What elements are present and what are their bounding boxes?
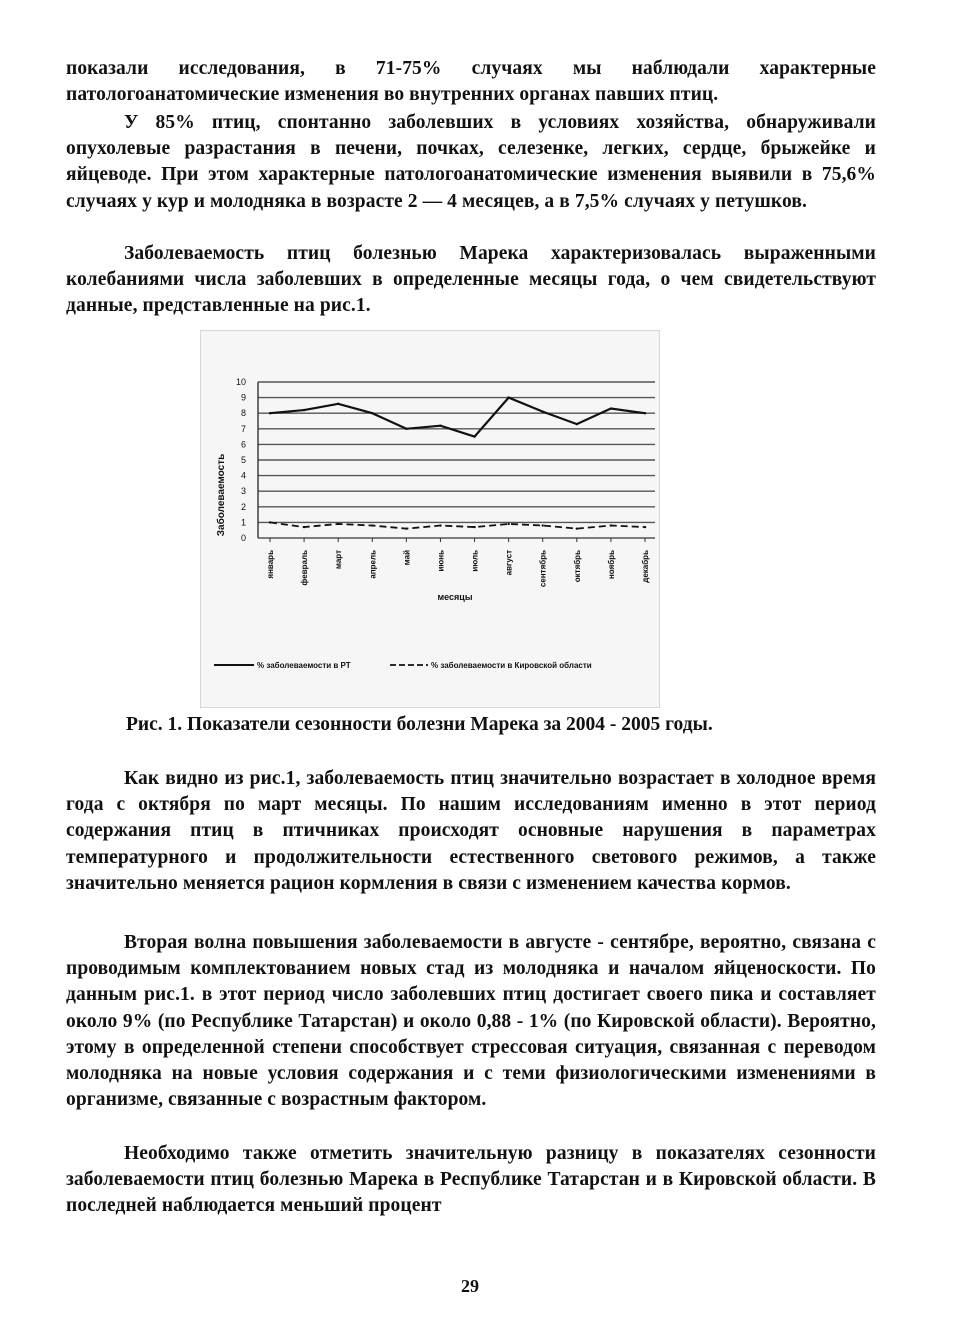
data-point	[507, 396, 509, 398]
data-point	[542, 524, 544, 526]
paragraph-5: Вторая волна повышения заболеваемости в августе - сентябре, вероятно, связана с проводимым комплектованием новых стад из молодняка и началом яйценоскости. По данным рис.1. в этот период число заболевших птиц достигает своего пика и составляет около 9% (по Республике Татарстан) и около 0,88 - 1% (по Кировской области). Вероятно, этому в определенной степени способствует стрессовая ситуация, связанная с переводом молодняка на новые условия содержания и с теми физиологическими изменениями в организме, связанные с возрастным фактором.	[66, 932, 876, 1111]
data-point	[337, 403, 339, 405]
legend-label-kirov: % заболеваемости в Кировской области	[431, 661, 592, 670]
y-tick-label: 1	[240, 517, 246, 528]
x-axis-label: месяцы	[437, 592, 473, 602]
y-tick-label: 0	[240, 533, 246, 543]
y-axis-label: Заболеваемость	[216, 453, 227, 537]
x-tick-label: июль	[470, 550, 480, 572]
x-tick-label: апрель	[368, 550, 378, 579]
data-point	[576, 423, 578, 425]
x-tick-label: ноябрь	[606, 550, 616, 580]
y-tick-label: 6	[240, 439, 246, 450]
x-tick-label: май	[402, 550, 412, 566]
paragraph-2: У 85% птиц, спонтанно заболевших в условиях хозяйства, обнаруживали опухолевые разрастания в печени, почках, селезенке, легких, сердце, брыжейке и яйцеводе. При этом характерные патологоанатомические изменения выявили в 75,6% случаях у кур и молодняка в возрасте 2 — 4 месяцев, а в 7,5% случаях у петушков.	[66, 112, 876, 212]
y-tick-label: 4	[240, 470, 246, 481]
seasonality-chart	[200, 330, 660, 708]
data-point	[542, 410, 544, 412]
data-point	[439, 524, 441, 526]
data-point	[371, 412, 373, 414]
x-tick-label: декабрь	[641, 550, 650, 583]
x-tick-label: январь	[266, 550, 275, 579]
data-point	[644, 526, 646, 528]
paragraph-4: Как видно из рис.1, заболеваемость птиц значительно возрастает в холодное время года с октября по март месяцы. По нашим исследованиям именно в этот период содержания птиц в птичниках происходят основные нарушения в параметрах температурного и продолжительности естественного светового режимов, а также значительно меняется рацион кормления в связи с изменением качества кормов.	[66, 768, 876, 894]
data-point	[473, 435, 475, 437]
paragraph-1: показали исследования, в 71-75% случаях мы наблюдали характерные патологоанатомические изменения во внутренних органах павших птиц.	[66, 58, 876, 106]
data-point	[610, 407, 612, 409]
data-point	[473, 526, 475, 528]
x-tick-label: сентябрь	[538, 550, 548, 588]
data-point	[269, 412, 271, 414]
paragraph-3: Заболеваемость птиц болезнью Марека характеризовалась выраженными колебаниями числа заболевших в определенные месяцы года, о чем свидетельствуют данные, представленные на рис.1.	[66, 243, 876, 317]
data-point	[610, 524, 612, 526]
data-point	[576, 527, 578, 529]
y-tick-label: 10	[235, 377, 246, 387]
data-point	[405, 527, 407, 529]
y-tick-label: 9	[240, 392, 246, 403]
data-point	[439, 424, 441, 426]
y-tick-label: 3	[240, 486, 246, 497]
data-point	[507, 523, 509, 525]
data-point	[337, 523, 339, 525]
y-tick-label: 2	[240, 501, 246, 512]
data-point	[303, 526, 305, 528]
x-tick-label: март	[334, 550, 344, 569]
legend-label-rt: % заболеваемости в РТ	[257, 661, 351, 670]
y-tick-label: 8	[240, 408, 246, 419]
chart-background	[200, 330, 660, 708]
x-tick-label: июнь	[436, 550, 446, 572]
data-point	[371, 524, 373, 526]
figure-1	[200, 330, 660, 708]
paragraph-6: Необходимо также отметить значительную разницу в показателях сезонности заболеваемости птиц болезнью Марека в Республике Татарстан и в Кировской области. В последней наблюдается меньший процент	[66, 1143, 876, 1217]
x-tick-label: октябрь	[572, 550, 582, 583]
y-tick-label: 7	[240, 423, 246, 434]
data-point	[303, 409, 305, 411]
x-tick-label: февраль	[300, 550, 310, 586]
data-point	[405, 428, 407, 430]
figure-caption: Рис. 1. Показатели сезонности болезни Марека за 2004 - 2005 годы.	[126, 714, 713, 735]
y-tick-label: 5	[240, 455, 246, 465]
data-point	[644, 412, 646, 414]
page-number: 29	[461, 1276, 479, 1296]
data-point	[269, 521, 271, 523]
x-tick-label: август	[504, 550, 514, 576]
